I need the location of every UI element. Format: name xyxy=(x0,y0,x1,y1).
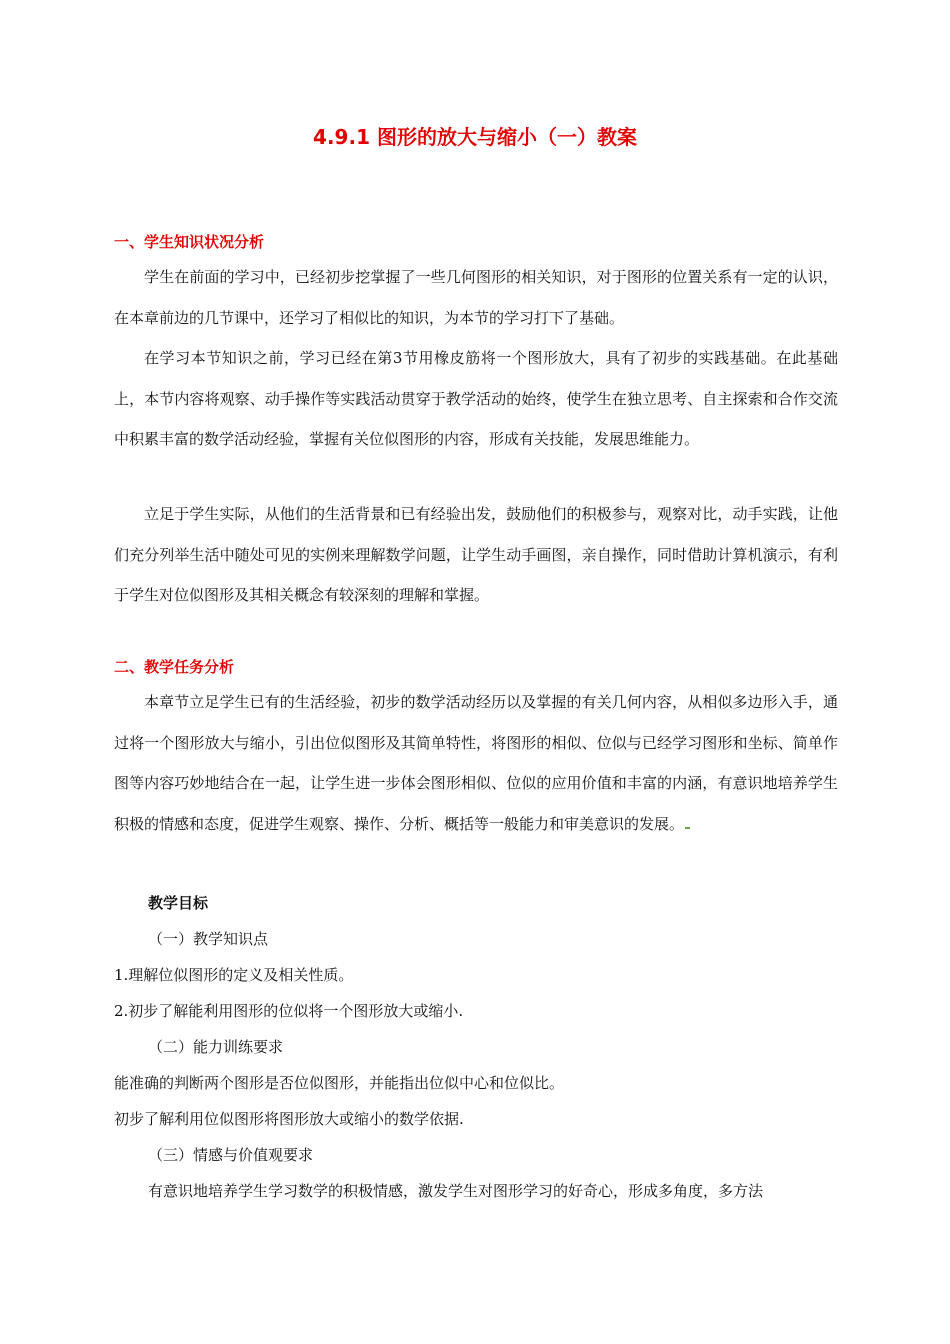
teaching-goals-heading: 教学目标 xyxy=(148,894,209,912)
list-item-knowledge-1: 1.理解位似图形的定义及相关性质。 xyxy=(114,966,354,984)
list-item-knowledge-2: 2.初步了解能利用图形的位似将一个图形放大或缩小. xyxy=(114,1002,464,1020)
subheading-ability-requirements: （二）能力训练要求 xyxy=(148,1038,284,1056)
paragraph-teaching-task xyxy=(114,682,838,844)
paragraph-teaching-task-text: 本章节立足学生已有的生活经验，初步的数学活动经历以及掌握的有关几何内容，从相似多边形入手，通过将一个图形放大与缩小，引出位似图形及其简单特性，将图形的相似、位似与已经学习图形和坐标、简单作图等内容巧妙地结合在一起，让学生进一步体会图形相似、位似的应用价值和丰富的内涵，有意识地培养学生积极的情感和态度，促进学生观察、操作、分析、概括等一般能力和审美意识的发展。 xyxy=(114,693,838,833)
document-title: 4.9.1 图形的放大与缩小（一）教案 xyxy=(313,125,637,149)
section-heading-student-knowledge: 一、学生知识状况分析 xyxy=(114,233,265,251)
ability-requirement-2: 初步了解利用位似图形将图形放大或缩小的数学依据. xyxy=(114,1110,464,1128)
ability-requirement-1: 能准确的判断两个图形是否位似图形，并能指出位似中心和位似比。 xyxy=(114,1074,565,1092)
paragraph-student-knowledge-3: 立足于学生实际，从他们的生活背景和已有经验出发，鼓励他们的积极参与，观察对比，动手实践，让他们充分列举生活中随处可见的实例来理解数学问题，让学生动手画图，亲自操作，同时借助计算机演示，有利于学生对位似图形及其相关概念有较深刻的理解和掌握。 xyxy=(114,505,838,604)
paragraph-student-knowledge-2: 在学习本节知识之前，学习已经在第3节用橡皮筋将一个图形放大，具有了初步的实践基础。在此基础上，本节内容将观察、动手操作等实践活动贯穿于教学活动的始终，使学生在独立思考、自主探索和合作交流中积累丰富的数学活动经验，掌握有关位似图形的内容，形成有关技能，发展思维能力。 xyxy=(114,349,838,448)
section-heading-teaching-task: 二、教学任务分析 xyxy=(114,658,235,676)
subheading-knowledge-points: （一）教学知识点 xyxy=(148,930,269,948)
subheading-emotion-values: （三）情感与价值观要求 xyxy=(148,1146,314,1164)
edit-mark-icon xyxy=(685,827,690,829)
paragraph-student-knowledge-1: 学生在前面的学习中，已经初步挖掌握了一些几何图形的相关知识，对于图形的位置关系有一定的认识，在本章前边的几节课中，还学习了相似比的知识，为本节的学习打下了基础。 xyxy=(114,268,838,327)
emotion-requirement-1: 有意识地培养学生学习数学的积极情感，激发学生对图形学习的好奇心，形成多角度，多方法 xyxy=(148,1182,764,1200)
